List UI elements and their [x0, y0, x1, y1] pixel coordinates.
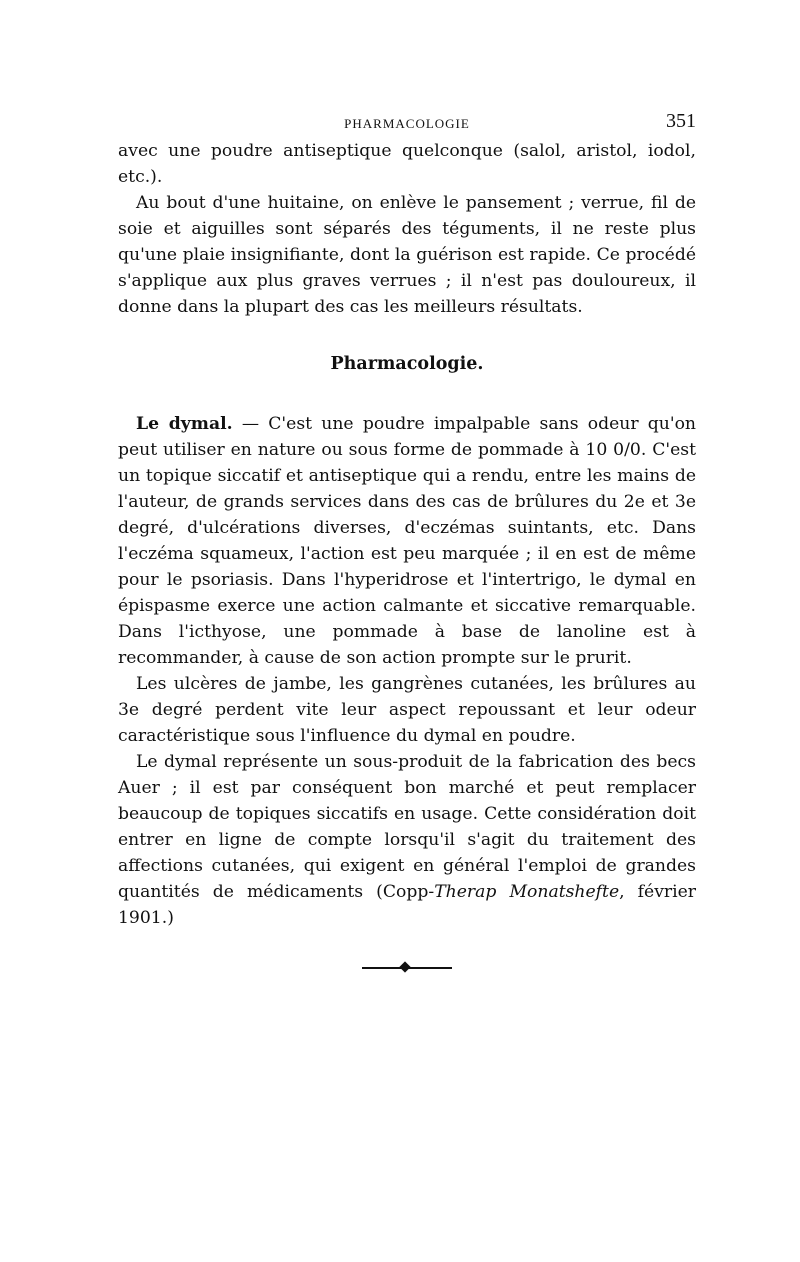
end-ornament [362, 961, 452, 975]
section-title: Pharmacologie. [330, 354, 484, 374]
book-page [118, 108, 696, 975]
paragraph-verrue: Au bout d'une huitaine, on enlève le pansement ; verrue, fil de soie et aiguilles sont séparés des téguments, il ne reste plus qu'une plaie insignifiante, dont la guérison est rapide. Ce procédé s'applique aux plus graves verrues ; il n'est pas douloureux, il donne dans la plupart des cas les meilleurs résultats. [118, 193, 696, 317]
page-number: 351 [666, 110, 696, 132]
running-title: PHARMACOLOGIE [344, 116, 470, 131]
paragraph-dymal-intro [118, 411, 696, 671]
dymal-auer-text: Le dymal représente un sous-produit de la fabrication des becs Auer ; il est par conséquent bon marché et peut remplacer beaucoup de topiques siccatifs en usage. Cette considération doit entrer en ligne de compte lorsqu'il s'agit du traitement des affections cutanées, qui exigent en général l'emploi de grandes quantités de médicaments (Copp- [118, 752, 696, 902]
dymal-lead-term: Le dymal. [136, 414, 233, 434]
diamond-icon [399, 961, 410, 972]
journal-citation: Therap Monatshefte [434, 882, 620, 902]
paragraph-dymal-auer [118, 749, 696, 931]
dymal-intro-text: — C'est une poudre impalpable sans odeur qu'on peut utiliser en nature ou sous forme de pommade à 10 0/0. C'est un topique siccatif et antiseptique qui a rendu, entre les mains de l'auteur, de grands services dans des cas de brûlures du 2e et 3e degré, d'ulcérations diverses, d'eczémas suintants, etc. Dans l'eczéma squameux, l'action est peu marquée ; il en est de même pour le psoriasis. Dans l'hyperidrose et l'intertrigo, le dymal en épispasme exerce une action calmante et siccative remarquable. Dans l'icthyose, une pommade à base de lanoline est à recommander, à cause de son action prompte sur le prurit. [118, 414, 696, 668]
paragraph-continuation: avec une poudre antiseptique quelconque (salol, aristol, iodol, etc.). [118, 141, 696, 187]
paragraph-dymal-ulceres: Les ulcères de jambe, les gangrènes cutanées, les brûlures au 3e degré perdent vite leur aspect repoussant et leur odeur caractéristique sous l'influence du dymal en poudre. [118, 674, 696, 746]
running-head [118, 108, 696, 138]
citation-date: , février 1901.) [118, 882, 696, 928]
